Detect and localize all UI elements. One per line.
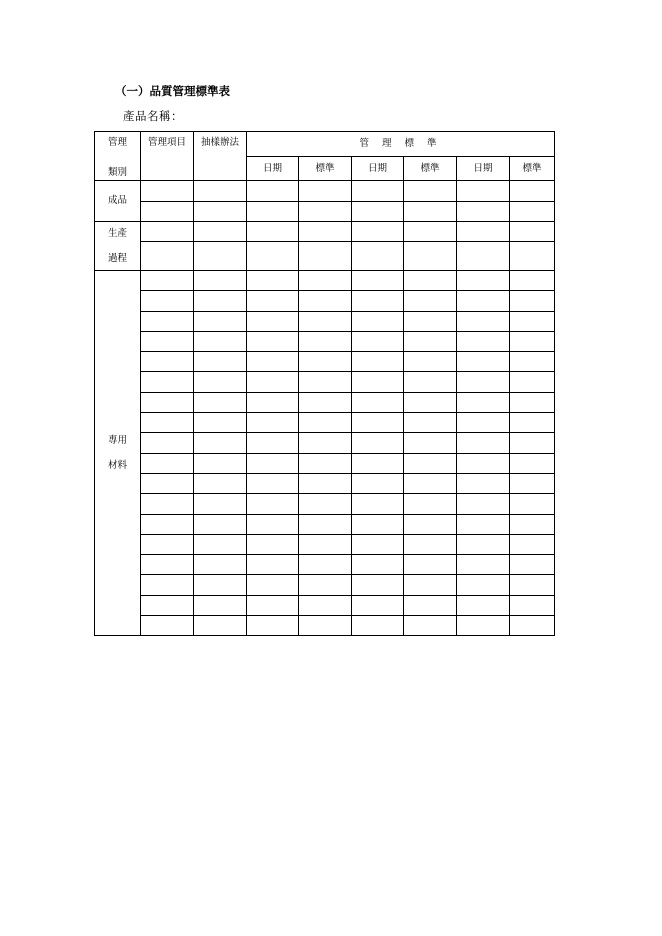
table-cell bbox=[510, 222, 555, 242]
table-cell bbox=[299, 494, 352, 514]
table-cell bbox=[510, 271, 555, 291]
table-cell bbox=[299, 595, 352, 615]
table-cell bbox=[247, 271, 299, 291]
table-cell bbox=[299, 413, 352, 433]
table-cell bbox=[299, 271, 352, 291]
table-cell bbox=[404, 575, 457, 595]
table-cell bbox=[299, 534, 352, 554]
table-cell bbox=[510, 616, 555, 636]
subheader-standard: 標準 bbox=[299, 157, 352, 181]
table-row bbox=[95, 555, 555, 575]
table-cell bbox=[247, 575, 299, 595]
table-cell bbox=[141, 473, 194, 493]
subheader-standard: 標準 bbox=[404, 157, 457, 181]
category-label: 成品 bbox=[107, 195, 127, 206]
table-cell bbox=[404, 413, 457, 433]
category-label: 過程 bbox=[107, 252, 127, 264]
table-cell bbox=[247, 433, 299, 453]
table-cell bbox=[457, 372, 510, 392]
table-cell bbox=[141, 413, 194, 433]
table-cell bbox=[352, 575, 404, 595]
table-cell bbox=[141, 534, 194, 554]
table-cell bbox=[404, 311, 457, 331]
table-cell bbox=[141, 494, 194, 514]
header-standard-group-label: 管 理 標 準 bbox=[359, 138, 442, 149]
table-cell bbox=[457, 392, 510, 412]
table-cell bbox=[510, 575, 555, 595]
table-cell bbox=[299, 181, 352, 202]
table-cell bbox=[510, 514, 555, 534]
table-row bbox=[95, 534, 555, 554]
table-cell bbox=[404, 616, 457, 636]
category-label: 專用 bbox=[107, 434, 127, 446]
table-cell bbox=[404, 453, 457, 473]
table-cell bbox=[457, 311, 510, 331]
table-cell bbox=[247, 473, 299, 493]
table-cell bbox=[141, 352, 194, 372]
table-cell bbox=[352, 413, 404, 433]
table-cell bbox=[194, 453, 247, 473]
table-cell bbox=[457, 433, 510, 453]
table-row bbox=[95, 271, 555, 291]
table-cell bbox=[404, 555, 457, 575]
table-cell bbox=[404, 291, 457, 311]
table-row bbox=[95, 222, 555, 242]
header-sampling-label: 抽樣辦法 bbox=[200, 137, 239, 148]
page-title: （一）品質管理標準表 bbox=[115, 84, 230, 98]
table-cell bbox=[510, 453, 555, 473]
table-cell bbox=[141, 291, 194, 311]
header-item bbox=[141, 132, 194, 181]
table-cell bbox=[457, 181, 510, 202]
table-cell bbox=[194, 433, 247, 453]
table-cell bbox=[141, 433, 194, 453]
table-cell bbox=[352, 514, 404, 534]
table-cell bbox=[352, 331, 404, 351]
table-cell bbox=[457, 514, 510, 534]
table-cell bbox=[457, 352, 510, 372]
table-cell bbox=[510, 494, 555, 514]
table-cell bbox=[247, 372, 299, 392]
header-sampling bbox=[194, 132, 247, 181]
table-cell bbox=[404, 392, 457, 412]
table-cell bbox=[404, 271, 457, 291]
table-cell bbox=[194, 392, 247, 412]
table-row bbox=[95, 453, 555, 473]
table-row bbox=[95, 433, 555, 453]
table-cell bbox=[194, 616, 247, 636]
table-cell bbox=[247, 352, 299, 372]
header-category-line2: 類別 bbox=[107, 167, 127, 178]
table-cell bbox=[141, 271, 194, 291]
table-cell bbox=[247, 291, 299, 311]
table-cell bbox=[404, 372, 457, 392]
table-row bbox=[95, 311, 555, 331]
table-cell bbox=[247, 392, 299, 412]
table-cell bbox=[141, 453, 194, 473]
quality-standard-table bbox=[94, 131, 555, 636]
table-cell bbox=[352, 595, 404, 615]
table-cell bbox=[457, 595, 510, 615]
subheader-date: 日期 bbox=[352, 157, 404, 181]
table-cell bbox=[510, 331, 555, 351]
subheader-date: 日期 bbox=[457, 157, 510, 181]
table-cell bbox=[141, 616, 194, 636]
table-row bbox=[95, 331, 555, 351]
table-cell bbox=[510, 433, 555, 453]
table-cell bbox=[247, 202, 299, 222]
table-cell bbox=[194, 242, 247, 271]
table-cell bbox=[457, 575, 510, 595]
table-cell bbox=[510, 291, 555, 311]
table-cell bbox=[194, 595, 247, 615]
table-cell bbox=[510, 473, 555, 493]
table-cell bbox=[194, 372, 247, 392]
table-cell bbox=[404, 494, 457, 514]
table-row bbox=[95, 181, 555, 202]
table-cell bbox=[457, 555, 510, 575]
table-row bbox=[95, 372, 555, 392]
table-cell bbox=[510, 534, 555, 554]
table-cell bbox=[299, 202, 352, 222]
table-cell bbox=[194, 202, 247, 222]
table-row bbox=[95, 352, 555, 372]
table-cell bbox=[352, 473, 404, 493]
table-cell bbox=[194, 534, 247, 554]
table-cell bbox=[141, 514, 194, 534]
table-row bbox=[95, 473, 555, 493]
table-cell bbox=[352, 494, 404, 514]
subheader-date: 日期 bbox=[247, 157, 299, 181]
table-cell bbox=[404, 595, 457, 615]
table-cell bbox=[194, 352, 247, 372]
table-cell bbox=[299, 555, 352, 575]
header-item-label: 管理項目 bbox=[147, 137, 186, 148]
table-cell bbox=[404, 433, 457, 453]
table-cell bbox=[510, 202, 555, 222]
table-cell bbox=[141, 595, 194, 615]
table-row bbox=[95, 514, 555, 534]
table-cell bbox=[404, 181, 457, 202]
table-row bbox=[95, 242, 555, 271]
table-cell bbox=[404, 202, 457, 222]
table-cell bbox=[457, 242, 510, 271]
table-cell bbox=[352, 392, 404, 412]
table-cell bbox=[352, 242, 404, 271]
subheader-standard: 標準 bbox=[510, 157, 555, 181]
table-cell bbox=[510, 372, 555, 392]
table-cell bbox=[141, 392, 194, 412]
table-cell bbox=[404, 331, 457, 351]
table-cell bbox=[141, 555, 194, 575]
table-cell bbox=[404, 514, 457, 534]
table-cell bbox=[194, 514, 247, 534]
table-cell bbox=[404, 242, 457, 271]
table-cell bbox=[299, 433, 352, 453]
table-cell bbox=[457, 453, 510, 473]
table-cell bbox=[141, 222, 194, 242]
table-cell bbox=[510, 242, 555, 271]
category-cell bbox=[95, 271, 141, 636]
table-cell bbox=[194, 555, 247, 575]
table-cell bbox=[141, 242, 194, 271]
category-cell bbox=[95, 181, 141, 222]
table-row bbox=[95, 616, 555, 636]
table-row bbox=[95, 494, 555, 514]
table-row bbox=[95, 392, 555, 412]
table-cell bbox=[299, 311, 352, 331]
table-cell bbox=[247, 494, 299, 514]
table-cell bbox=[457, 616, 510, 636]
table-row bbox=[95, 575, 555, 595]
table-cell bbox=[352, 202, 404, 222]
table-cell bbox=[194, 291, 247, 311]
table-cell bbox=[247, 311, 299, 331]
table-cell bbox=[247, 616, 299, 636]
table-cell bbox=[299, 352, 352, 372]
table-cell bbox=[247, 331, 299, 351]
table-cell bbox=[194, 311, 247, 331]
table-cell bbox=[299, 473, 352, 493]
table-cell bbox=[299, 392, 352, 412]
table-cell bbox=[404, 352, 457, 372]
table-cell bbox=[457, 473, 510, 493]
table-cell bbox=[141, 311, 194, 331]
table-cell bbox=[299, 372, 352, 392]
table-cell bbox=[352, 534, 404, 554]
table-cell bbox=[247, 222, 299, 242]
table-cell bbox=[457, 534, 510, 554]
table-cell bbox=[352, 555, 404, 575]
table-cell bbox=[247, 555, 299, 575]
table-cell bbox=[404, 222, 457, 242]
table-cell bbox=[194, 494, 247, 514]
table-cell bbox=[141, 331, 194, 351]
table-cell bbox=[299, 291, 352, 311]
table-cell bbox=[247, 181, 299, 202]
table-cell bbox=[247, 595, 299, 615]
header-category-line1: 管理 bbox=[107, 137, 127, 148]
table-cell bbox=[510, 181, 555, 202]
table-cell bbox=[352, 181, 404, 202]
table-cell bbox=[510, 595, 555, 615]
table-cell bbox=[299, 514, 352, 534]
table-cell bbox=[404, 534, 457, 554]
table-cell bbox=[352, 433, 404, 453]
table-row bbox=[95, 413, 555, 433]
table-cell bbox=[299, 575, 352, 595]
table-cell bbox=[194, 331, 247, 351]
category-cell bbox=[95, 222, 141, 271]
table-cell bbox=[299, 242, 352, 271]
table-cell bbox=[194, 181, 247, 202]
table-cell bbox=[247, 242, 299, 271]
table-cell bbox=[352, 291, 404, 311]
table-row bbox=[95, 595, 555, 615]
table-cell bbox=[457, 222, 510, 242]
table-cell bbox=[299, 453, 352, 473]
table-cell bbox=[457, 271, 510, 291]
table-cell bbox=[352, 271, 404, 291]
table-cell bbox=[352, 352, 404, 372]
table-cell bbox=[510, 413, 555, 433]
header-standard-group bbox=[247, 132, 555, 157]
table-cell bbox=[194, 222, 247, 242]
table-cell bbox=[299, 222, 352, 242]
table-row bbox=[95, 202, 555, 222]
table-cell bbox=[457, 494, 510, 514]
table-cell bbox=[352, 616, 404, 636]
table-cell bbox=[141, 202, 194, 222]
table-cell bbox=[299, 616, 352, 636]
table-cell bbox=[457, 202, 510, 222]
category-label: 生產 bbox=[107, 227, 127, 239]
header-category bbox=[95, 132, 141, 181]
table-cell bbox=[194, 271, 247, 291]
table-cell bbox=[194, 413, 247, 433]
table-cell bbox=[141, 372, 194, 392]
table-cell bbox=[510, 555, 555, 575]
table-cell bbox=[247, 453, 299, 473]
category-label: 材料 bbox=[107, 459, 127, 471]
table-cell bbox=[457, 291, 510, 311]
table-cell bbox=[352, 222, 404, 242]
table-cell bbox=[404, 473, 457, 493]
table-cell bbox=[510, 311, 555, 331]
table-cell bbox=[247, 534, 299, 554]
table-cell bbox=[510, 352, 555, 372]
table-cell bbox=[457, 331, 510, 351]
product-name-label: 產品名稱： bbox=[123, 109, 183, 123]
table-row bbox=[95, 291, 555, 311]
table-cell bbox=[194, 575, 247, 595]
table-cell bbox=[352, 372, 404, 392]
table-cell bbox=[247, 413, 299, 433]
table-cell bbox=[247, 514, 299, 534]
table-cell bbox=[352, 453, 404, 473]
table-cell bbox=[141, 181, 194, 202]
table-cell bbox=[194, 473, 247, 493]
table-cell bbox=[457, 413, 510, 433]
table-cell bbox=[299, 331, 352, 351]
table-cell bbox=[352, 311, 404, 331]
table-cell bbox=[510, 392, 555, 412]
table-cell bbox=[141, 575, 194, 595]
